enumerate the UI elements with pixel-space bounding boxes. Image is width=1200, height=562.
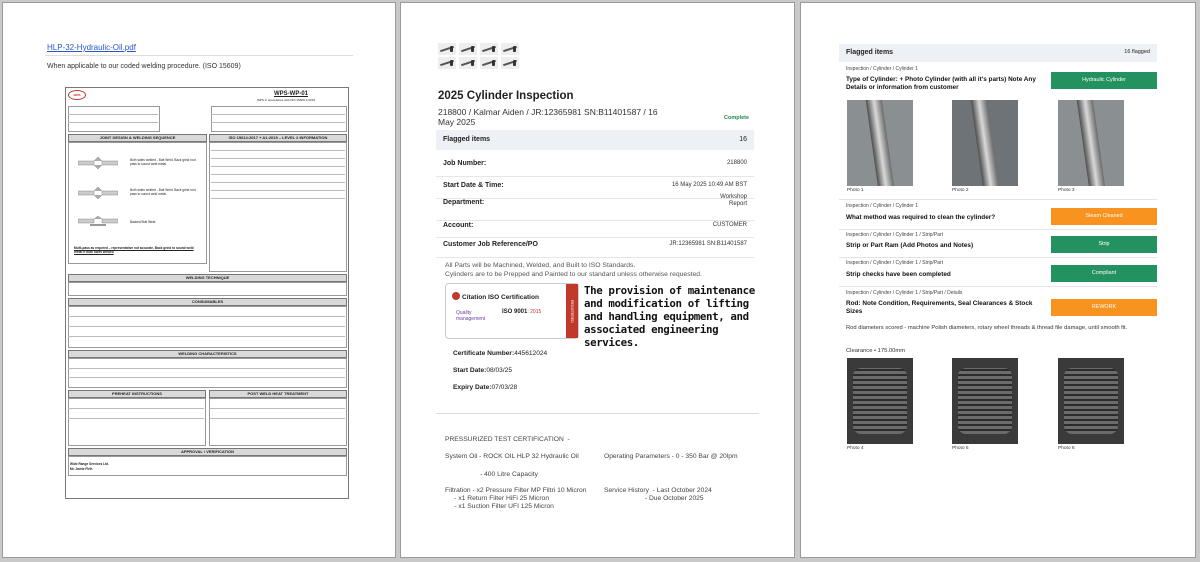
operating-parameters: Operating Parameters - 0 - 350 Bar @ 20lpm [604, 453, 738, 460]
service-history: Service History - Last October 2024 - Due October 2025 [604, 487, 712, 502]
multipass-note: Multi-pass as required – representative not accurate. Back grind to sound weld metal if both sides welded [74, 246, 194, 254]
hydraulic-part-icon [438, 57, 456, 69]
welding-characteristics-heading: WELDING CHARACTERISTICS [68, 350, 347, 358]
answer-badge: Steam Cleaned [1051, 208, 1157, 225]
form-line [209, 408, 345, 409]
hydraulic-part-icon [480, 43, 498, 55]
form-line [68, 368, 345, 369]
wps-subtitle: WPS in accordance with ISO 15609-1:2019 [257, 98, 315, 102]
photo-thumbnail[interactable] [847, 100, 913, 186]
field-value: JR:12365981 SN:B11401587 [669, 241, 747, 247]
cert-iso: ISO 9001: 2015 [502, 309, 542, 315]
pdf-link[interactable]: HLP-32-Hydraulic-Oil.pdf [47, 43, 136, 52]
field-label: Department: [443, 199, 485, 206]
wps-header-box [68, 106, 160, 132]
photo-caption: Photo 4 [847, 446, 864, 451]
answer-badge: Strip [1051, 236, 1157, 253]
weld-diagram-icon [78, 156, 118, 170]
field-label: Account: [443, 222, 474, 229]
form-line [68, 326, 345, 327]
joint-note-3: Backed Butt Weld. [130, 220, 157, 224]
field-customer-ref [436, 237, 754, 258]
form-line [68, 377, 345, 378]
document-page-1 [3, 3, 395, 557]
form-line [211, 166, 345, 167]
photo-caption: Photo 5 [952, 446, 969, 451]
form-line [68, 316, 345, 317]
status-badge: Complete [724, 115, 750, 121]
iso-info-box [209, 142, 347, 272]
field-value: 16 May 2025 10:49 AM BST [671, 182, 747, 188]
field-account [436, 215, 754, 238]
standards-note [445, 261, 745, 279]
form-line [211, 190, 345, 191]
company-logo: WRS [68, 90, 86, 100]
certificate-number: Certificate Number:445612024 [453, 350, 548, 357]
form-line [211, 114, 345, 115]
iso-certification-logo [445, 283, 579, 339]
photo-thumbnail[interactable] [1058, 100, 1124, 186]
oil-capacity: - 400 Litre Capacity [480, 471, 538, 478]
form-line [68, 418, 204, 419]
system-oil: System Oil - ROCK OIL HLP 32 Hydraulic Oil [445, 453, 579, 460]
cert-expiry-date: Expiry Date:07/03/28 [453, 384, 518, 391]
hydraulic-part-icon [480, 57, 498, 69]
pressurized-cert-heading: PRESSURIZED TEST CERTIFICATION - [445, 436, 570, 443]
footer-name: Mr. Jamie Firth [70, 467, 93, 471]
photo-thumbnail[interactable] [847, 358, 913, 444]
photo-thumbnail[interactable] [1058, 358, 1124, 444]
form-line [68, 114, 158, 115]
divider [839, 199, 1157, 200]
consumables-box [68, 306, 347, 348]
hydraulic-part-icon [459, 43, 477, 55]
preheat-box [68, 398, 206, 446]
approval-box [68, 456, 347, 476]
weld-diagram-icon [78, 216, 118, 230]
field-label: Start Date & Time: [443, 182, 504, 189]
filtration: Filtration - x2 Pressure Filter MP Filtri 10 Micron - x1 Return Filter HiFi 25 Micron - x1 Suction Filter UFI 125 Micron [445, 487, 587, 510]
divider [45, 55, 353, 56]
item-breadcrumb: Inspection / Cylinder / Cylinder 1 / Strip/Part [846, 232, 943, 238]
field-value: Workshop Report [720, 194, 747, 207]
divider [839, 229, 1157, 230]
form-line [68, 336, 345, 337]
item-question: Type of Cylinder: + Photo Cylinder (with all it's parts) Note Any Details or information from customer [846, 76, 1036, 91]
cert-start-date: Start Date:08/03/25 [453, 367, 513, 374]
standards-note-line: Cylinders are to be Prepped and Painted to our standard unless otherwise requested. [445, 271, 702, 278]
wps-form-image [65, 87, 349, 499]
form-line [209, 418, 345, 419]
field-value: 218800 [726, 160, 747, 166]
pwht-heading: POST WELD HEAT TREATMENT [209, 390, 347, 398]
report-title: 2025 Cylinder Inspection [438, 90, 574, 102]
divider [839, 257, 1157, 258]
flagged-count: 16 flagged [1124, 49, 1150, 55]
item-question: Strip or Part Ram (Add Photos and Notes) [846, 242, 974, 249]
pwht-box [209, 398, 347, 446]
flagged-items-bar[interactable] [839, 44, 1157, 62]
form-line [211, 150, 345, 151]
iso-level-heading: ISO 15614:2017 + A1:2019 – LEVEL 2 INFORMATION [209, 134, 347, 142]
field-label: Job Number: [443, 160, 487, 167]
preheat-heading: PREHEAT INSTRUCTIONS [68, 390, 206, 398]
joint-design-heading: JOINT DESIGN & WELDING SEQUENCE [68, 134, 207, 142]
cert-registered: REGISTERED [566, 284, 578, 338]
standards-note-line: All Parts will be Machined, Welded, and Built to ISO Standards. [445, 262, 636, 269]
photo-thumbnail[interactable] [952, 100, 1018, 186]
answer-badge: Hydraulic Cylinder [1051, 72, 1157, 89]
document-page-2 [401, 3, 794, 557]
item-breadcrumb: Inspection / Cylinder / Cylinder 1 [846, 66, 918, 72]
item-question: Strip checks have been completed [846, 271, 951, 278]
photo-caption: Photo 3 [1058, 188, 1075, 193]
hydraulic-part-icon [501, 43, 519, 55]
document-page-3 [801, 3, 1195, 557]
report-subtitle: 218800 / Kalmar Aiden / JR:12365981 SN:B11401587 / 16 May 2025 [438, 107, 658, 127]
form-line [68, 122, 158, 123]
form-line [211, 174, 345, 175]
photo-caption: Photo 2 [952, 188, 969, 193]
answer-badge: REWORK [1051, 299, 1157, 316]
photo-caption: Photo 1 [847, 188, 864, 193]
clearance-value: Clearance • 175.00mm [846, 348, 906, 354]
footer-company: Wide Range Services Ltd. [70, 462, 109, 466]
divider [839, 286, 1157, 287]
hydraulic-part-icon [501, 57, 519, 69]
joint-note-1: Both sides welded - Butt Weld. Back grind root pass to sound weld metal. [130, 158, 196, 166]
characteristics-table [68, 358, 347, 388]
procedure-note: When applicable to our coded welding procedure. (ISO 15609) [47, 63, 241, 70]
form-line [68, 408, 204, 409]
field-label: Customer Job Reference/PO [443, 241, 538, 248]
citation-logo-icon [452, 292, 460, 300]
field-start-date [436, 176, 754, 199]
provision-statement: The provision of maintenance and modification of lifting and handling equipment, and associated engineering services. [584, 284, 755, 349]
wps-header-box [211, 106, 347, 132]
flagged-label: Flagged items [846, 49, 894, 56]
divider [436, 413, 759, 414]
form-line [211, 182, 345, 183]
answer-badge: Compliant [1051, 265, 1157, 282]
rod-note: Rod diameters scored - machine Polish diameters, rotary wheel threads & thread file damage, until smooth fit. [846, 325, 1128, 331]
item-question: Rod: Note Condition, Requirements, Seal Clearances & Stock Sizes [846, 300, 1033, 315]
item-question: What method was required to clean the cylinder? [846, 214, 996, 221]
item-breadcrumb: Inspection / Cylinder / Cylinder 1 / Strip/Part [846, 260, 943, 266]
photo-caption: Photo 6 [1058, 446, 1075, 451]
consumables-heading: CONSUMABLES [68, 298, 347, 306]
flagged-label: Flagged items [443, 136, 491, 143]
hydraulic-part-icon [459, 57, 477, 69]
cert-brand: Citation ISO Certification [452, 292, 539, 301]
welding-technique-heading: WELDING TECHNIQUE [68, 274, 347, 282]
form-line [211, 122, 345, 123]
flagged-count: 16 [739, 136, 747, 143]
approval-heading: APPROVAL / VERIFICATION [68, 448, 347, 456]
form-line [211, 158, 345, 159]
technique-box [68, 282, 347, 296]
joint-note-2: Both sides welded - Butt Weld. Back grind root pass to sound weld metal. [130, 188, 196, 196]
weld-diagram-icon [78, 186, 118, 200]
item-breadcrumb: Inspection / Cylinder / Cylinder 1 [846, 203, 918, 209]
wps-title: WPS-WP-01 [273, 91, 308, 97]
field-value: CUSTOMER [712, 222, 747, 228]
field-job-number [436, 154, 754, 177]
photo-thumbnail[interactable] [952, 358, 1018, 444]
hydraulic-part-icon [438, 43, 456, 55]
cert-quality: Quality management [456, 310, 486, 322]
form-line [211, 198, 345, 199]
item-breadcrumb: Inspection / Cylinder / Cylinder 1 / Strip/Part / Details [846, 290, 963, 296]
flagged-items-bar[interactable] [436, 130, 754, 150]
